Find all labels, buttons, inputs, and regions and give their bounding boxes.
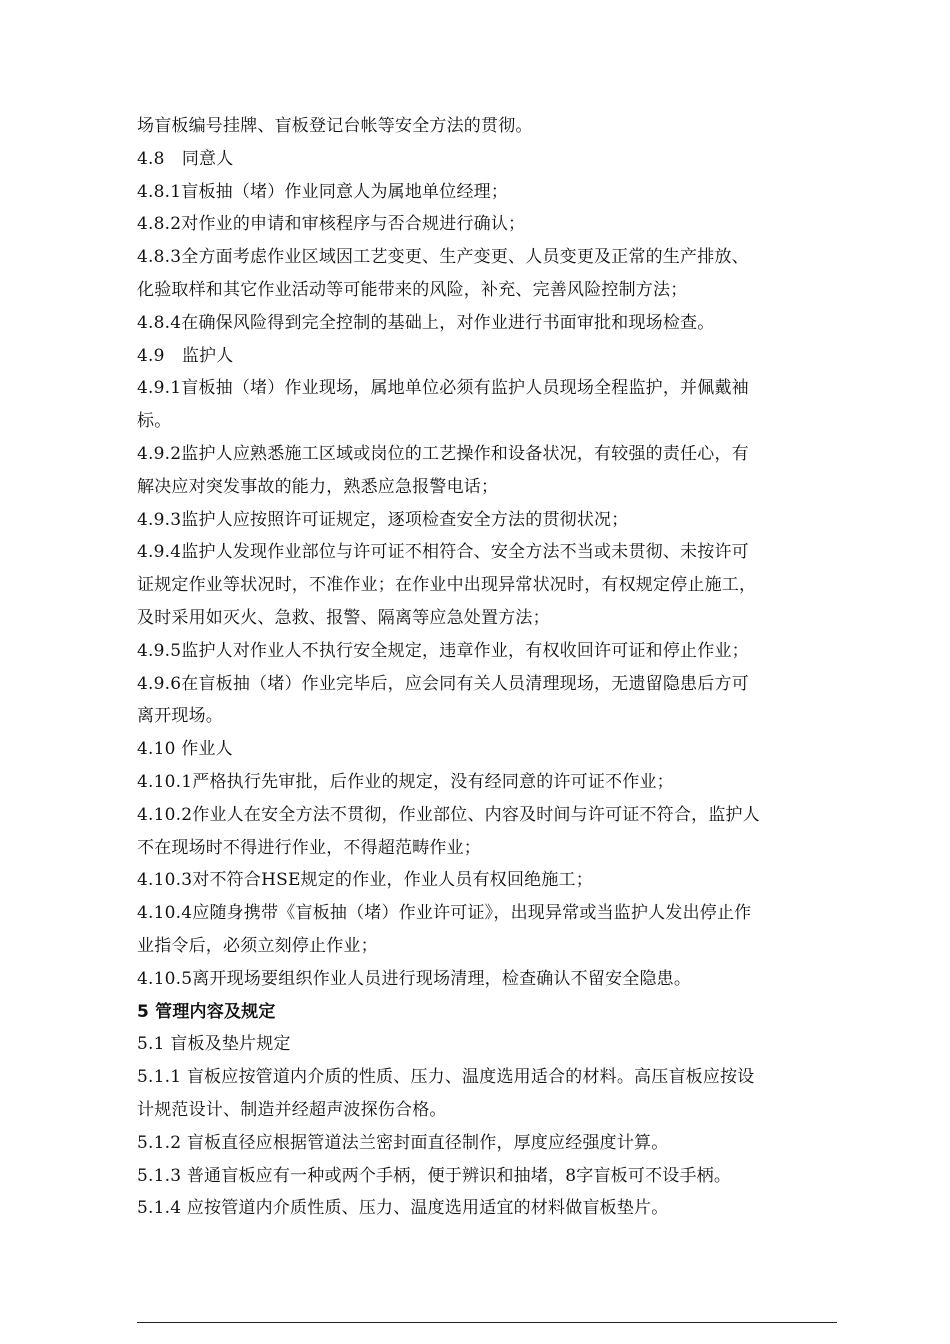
text-line: 5.1.1 盲板应按管道内介质的性质、压力、温度选用适合的材料。高压盲板应按设 [137,1067,755,1088]
text-line: 标。 [137,411,172,432]
text-line: 4.8.1盲板抽（堵）作业同意人为属地单位经理； [137,181,509,202]
text-line: 化验取样和其它作业活动等可能带来的风险，补充、完善风险控制方法； [137,279,688,300]
text-line: 解决应对突发事故的能力，熟悉应急报警电话； [137,476,499,497]
text-line: 5.1.3 普通盲板应有一种或两个手柄，便于辨识和抽堵，8字盲板可不设手柄。 [137,1165,732,1186]
text-line: 4.10.1严格执行先审批，后作业的规定，没有经同意的许可证不作业； [137,771,674,792]
text-line: 4.8.3全方面考虑作业区域因工艺变更、生产变更、人员变更及正常的生产排放、 [137,247,749,268]
text-line: 4.8.4在确保风险得到完全控制的基础上，对作业进行书面审批和现场检查。 [137,312,715,333]
text-line: 场盲板编号挂牌、盲板登记台帐等安全方法的贯彻。 [137,116,533,136]
text-line: 4.9.6在盲板抽（堵）作业完毕后，应会同有关人员清理现场，无遗留隐患后方可 [137,673,749,694]
text-line: 4.9.4监护人发现作业部位与许可证不相符合、安全方法不当或未贯彻、未按许可 [137,542,749,563]
chapter-heading: 5 管理内容及规定 [137,1001,276,1022]
document-body [137,110,837,1225]
text-line: 4.9.2监护人应熟悉施工区域或岗位的工艺操作和设备状况，有较强的责任心，有 [137,443,749,464]
text-line: 计规范设计、制造并经超声波探伤合格。 [137,1099,447,1120]
text-line: 不在现场时不得进行作业，不得超范畴作业； [137,837,481,858]
text-line: 4.10.4应随身携带《盲板抽（堵）作业许可证》，出现异常或当监护人发出停止作 [137,903,752,924]
text-line: 4.10.3对不符合HSE规定的作业，作业人员有权回绝施工； [137,870,593,891]
text-line: 4.9.3监护人应按照许可证规定，逐项检查安全方法的贯彻状况； [137,509,629,530]
section-heading: 4.9 监护人 [137,345,234,366]
text-line: 及时采用如灭火、急救、报警、隔离等应急处置方法； [137,607,550,628]
section-heading: 4.10 作业人 [137,739,233,760]
section-heading: 4.8 同意人 [137,148,234,169]
text-line: 证规定作业等状况时，不准作业；在作业中出现异常状况时，有权规定停止施工， [137,575,757,596]
text-line: 4.9.5监护人对作业人不执行安全规定，违章作业，有权收回许可证和停止作业； [137,640,749,661]
text-line: 业指令后，必须立刻停止作业； [137,935,378,956]
text-line: 4.10.2作业人在安全方法不贯彻，作业部位、内容及时间与许可证不符合，监护人 [137,804,760,825]
text-line: 5.1.4 应按管道内介质性质、压力、温度选用适宜的材料做盲板垫片。 [137,1198,669,1219]
text-line: 4.9.1盲板抽（堵）作业现场，属地单位必须有监护人员现场全程监护，并佩戴袖 [137,378,749,399]
text-line: 5.1.2 盲板直径应根据管道法兰密封面直径制作，厚度应经强度计算。 [137,1132,669,1153]
text-line: 4.8.2对作业的申请和审核程序与否合规进行确认； [137,214,526,235]
footer-divider [137,1322,837,1323]
text-line: 4.10.5离开现场要组织作业人员进行现场清理，检查确认不留安全隐患。 [137,968,692,989]
text-line: 离开现场。 [137,706,223,727]
section-heading: 5.1 盲板及垫片规定 [137,1034,291,1055]
